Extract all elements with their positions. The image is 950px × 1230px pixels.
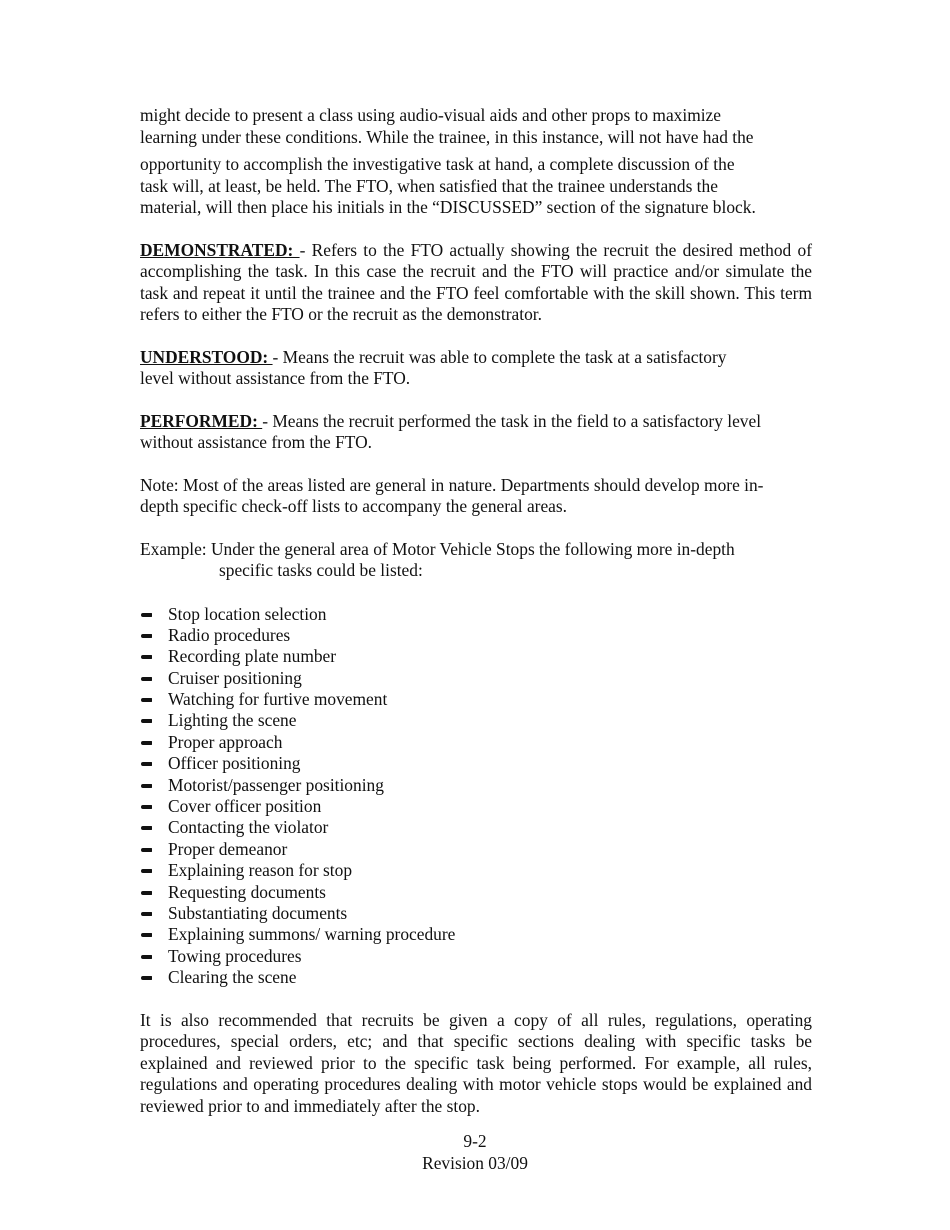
list-item-label: Cruiser positioning: [168, 667, 302, 688]
understood-line: [140, 347, 812, 369]
list-item-label: Recording plate number: [168, 646, 337, 667]
bullet-icon: [141, 976, 152, 980]
example-paragraph: [140, 539, 812, 582]
intro-line: might decide to present a class using audio-visual aids and other props to maximize: [140, 105, 721, 125]
note-paragraph: [140, 475, 812, 518]
bullet-icon: [141, 933, 152, 937]
list-item-label: Clearing the scene: [168, 967, 297, 988]
bullet-icon: [141, 891, 152, 895]
list-item-label: Requesting documents: [168, 881, 326, 902]
list-item: [140, 689, 812, 710]
performed-definition: [140, 411, 812, 454]
bullet-icon: [141, 655, 152, 659]
list-item: [140, 753, 812, 774]
note-line: depth specific check-off lists to accompany the general areas.: [140, 496, 568, 516]
list-item-label: Lighting the scene: [168, 710, 297, 731]
bullet-icon: [141, 634, 152, 638]
list-item-label: Towing procedures: [168, 945, 302, 966]
list-item: [140, 604, 812, 625]
bullet-icon: [141, 805, 152, 809]
intro-line: learning under these conditions. While the trainee, in this instance, will not have had the: [140, 126, 754, 147]
performed-text: - Means the recruit performed the task in the field to a satisfactory level: [262, 410, 762, 431]
list-item: [140, 668, 812, 689]
list-item: [140, 882, 812, 903]
list-item: [140, 625, 812, 646]
bullet-icon: [141, 719, 152, 723]
note-line: Note: Most of the areas listed are general in nature. Departments should develop more in-: [140, 474, 764, 495]
performed-line: without assistance from the FTO.: [140, 432, 373, 452]
bullet-icon: [141, 826, 152, 830]
bullet-icon: [141, 762, 152, 766]
list-item: [140, 710, 812, 731]
list-item-label: Officer positioning: [168, 753, 301, 774]
revision-label: Revision 03/09: [422, 1153, 528, 1173]
bullet-icon: [141, 741, 152, 745]
bullet-icon: [141, 677, 152, 681]
list-item-label: Watching for furtive movement: [168, 689, 388, 710]
list-item-label: Proper approach: [168, 731, 283, 752]
performed-line: [140, 411, 812, 433]
list-item: [140, 924, 812, 945]
list-item-label: Stop location selection: [168, 603, 327, 624]
performed-term: PERFORMED:: [140, 410, 263, 431]
list-item: [140, 775, 812, 796]
example-line: specific tasks could be listed:: [219, 560, 423, 580]
example-label: Example:: [140, 538, 211, 559]
list-item: [140, 817, 812, 838]
list-item: [140, 967, 812, 988]
page-number: 9-2: [463, 1131, 487, 1151]
list-item-label: Proper demeanor: [168, 838, 288, 859]
demonstrated-definition: [140, 240, 812, 326]
intro-line: task will, at least, be held. The FTO, when satisfied that the trainee understands the: [140, 175, 718, 196]
bullet-icon: [141, 698, 152, 702]
example-text: Under the general area of Motor Vehicle Stops the following more in-depth: [211, 538, 735, 559]
list-item: [140, 796, 812, 817]
understood-text: - Means the recruit was able to complete the task at a satisfactory: [272, 346, 727, 367]
bullet-icon: [141, 912, 152, 916]
bullet-icon: [141, 848, 152, 852]
list-item-label: Explaining reason for stop: [168, 860, 353, 881]
bullet-icon: [141, 613, 152, 617]
understood-term: UNDERSTOOD:: [140, 346, 273, 367]
bullet-icon: [141, 869, 152, 873]
understood-line: level without assistance from the FTO.: [140, 368, 411, 388]
example-line: [140, 539, 812, 561]
list-item-label: Substantiating documents: [168, 902, 348, 923]
closing-paragraph: It is also recommended that recruits be given a copy of all rules, regulations, operating procedures, special orders, etc; and that specific sections dealing with specific tasks be explained and reviewed prior to the specific task being performed. For example, all rules, regulations and operating procedures dealing with motor vehicle stops would be explained and reviewed prior to and immediately after the stop.: [140, 1009, 812, 1116]
bullet-icon: [141, 784, 152, 788]
list-item: [140, 839, 812, 860]
list-item: [140, 946, 812, 967]
list-item: [140, 732, 812, 753]
intro-line: opportunity to accomplish the investigative task at hand, a complete discussion of the: [140, 154, 735, 174]
list-item-label: Motorist/passenger positioning: [168, 774, 384, 795]
list-item: [140, 903, 812, 924]
understood-definition: [140, 347, 812, 390]
bullet-icon: [141, 955, 152, 959]
list-item-label: Radio procedures: [168, 624, 291, 645]
demonstrated-text: - Refers to the FTO actually showing the recruit the desired method of accomplishing the task. In this case the recruit and the FTO will practice and/or simulate the task and repeat it until the trainee and the FTO feel comfortable with the skill shown. This term refers to either the FTO or the recruit as the demonstrator.: [140, 239, 812, 324]
intro-paragraph: [140, 105, 812, 219]
list-item-label: Cover officer position: [168, 796, 322, 817]
demonstrated-term: DEMONSTRATED:: [140, 239, 300, 260]
document-body: [140, 105, 812, 1117]
list-item-label: Contacting the violator: [168, 817, 329, 838]
intro-line: material, will then place his initials in the “DISCUSSED” section of the signature block.: [140, 197, 756, 217]
task-list: [140, 604, 812, 989]
list-item-label: Explaining summons/ warning procedure: [168, 924, 456, 945]
list-item: [140, 646, 812, 667]
list-item: [140, 860, 812, 881]
